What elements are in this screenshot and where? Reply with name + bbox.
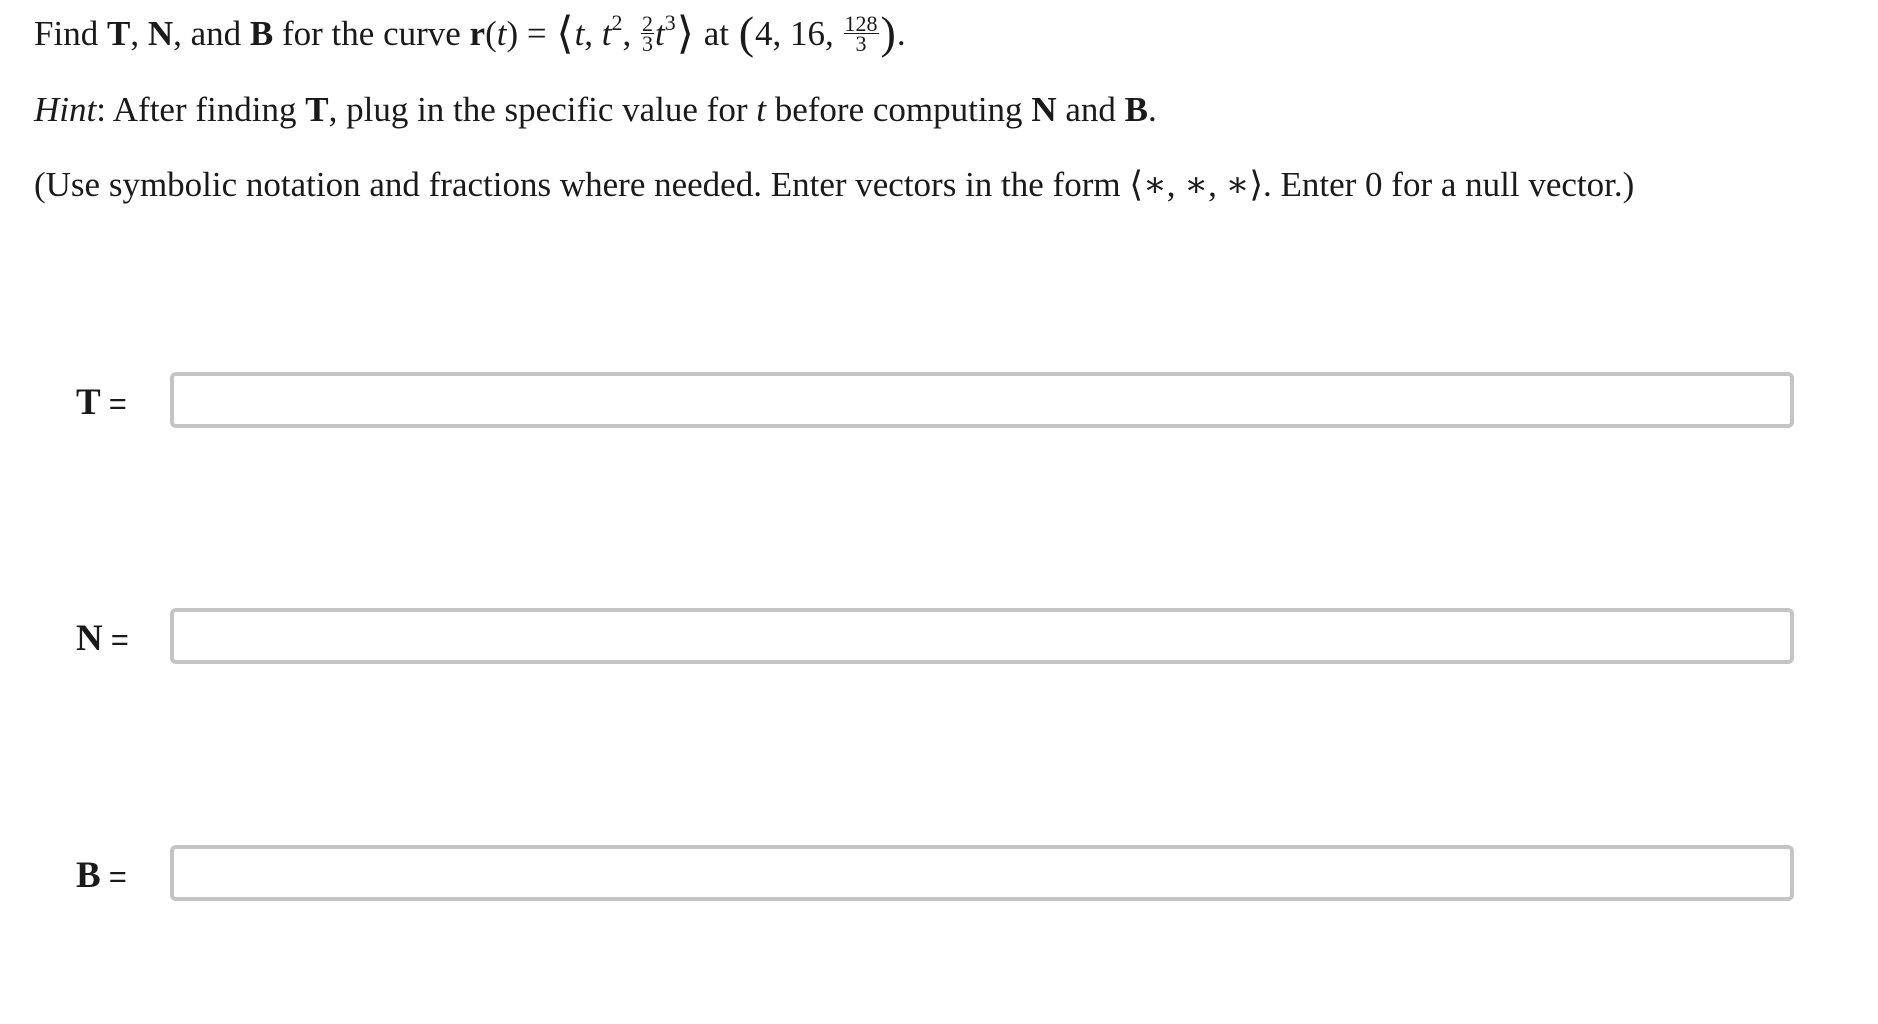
- t-symbol: T: [305, 90, 329, 129]
- t-symbol: T: [106, 14, 131, 53]
- point-xy: 4, 16,: [755, 14, 843, 53]
- b-symbol: B: [249, 14, 274, 53]
- n-answer-input[interactable]: [170, 608, 1794, 664]
- r-arg-close: ): [506, 14, 519, 53]
- hint-label: Hint: [34, 90, 97, 129]
- hint-part: : After finding: [96, 90, 306, 129]
- t-symbol: T: [76, 382, 101, 423]
- fraction-numerator: 128: [844, 11, 878, 37]
- t-answer-input[interactable]: [170, 372, 1794, 428]
- hint-part: before computing: [765, 90, 1032, 129]
- comma: ,: [622, 14, 641, 53]
- r-symbol: r: [469, 14, 486, 53]
- component-2-exponent: 2: [611, 10, 623, 35]
- component-2-base: t: [601, 14, 612, 53]
- period: .: [896, 14, 906, 53]
- n-symbol: N: [1031, 90, 1057, 129]
- answer-row-n: [0, 608, 1878, 670]
- component-1: t: [574, 14, 585, 53]
- equals-sign: =: [108, 386, 127, 421]
- answer-row-t: [0, 372, 1878, 434]
- comma: ,: [130, 14, 140, 53]
- instructions-text: (Use symbolic notation and fractions where needed. Enter vectors in the form ⟨∗, ∗, ∗⟩. Enter 0 for a null vector.): [34, 165, 1635, 204]
- and-word: , and: [173, 14, 242, 53]
- period: .: [1148, 90, 1157, 129]
- n-symbol: N: [147, 14, 174, 53]
- answer-label-b: [76, 855, 127, 898]
- fraction-numerator: 2: [642, 11, 654, 37]
- point-paren-close: ): [880, 7, 896, 58]
- at-word: at: [694, 14, 738, 53]
- b-symbol: B: [1124, 90, 1148, 129]
- equals-sign: =: [518, 14, 556, 53]
- t-variable: t: [496, 14, 507, 53]
- hint-part: , plug in the specific value for: [328, 90, 757, 129]
- fraction-denominator: 3: [642, 31, 654, 57]
- and-word: and: [1056, 90, 1125, 129]
- component-3-base: t: [655, 14, 665, 53]
- equals-sign: =: [108, 859, 127, 894]
- n-symbol: N: [76, 618, 103, 659]
- component-3-exponent: 3: [664, 10, 676, 35]
- hint-text: [34, 88, 1157, 132]
- r-arg-open: (: [485, 14, 497, 53]
- angle-bracket-close: ⟩: [676, 9, 694, 58]
- comma: ,: [584, 14, 602, 53]
- point-paren-open: (: [738, 7, 755, 58]
- fraction-128-thirds: [844, 11, 879, 57]
- answer-row-b: [0, 845, 1878, 907]
- answer-label-t: [76, 382, 127, 425]
- curve-text: for the curve: [282, 14, 461, 53]
- b-answer-input[interactable]: [170, 845, 1794, 901]
- question-text: [34, 7, 906, 58]
- t-variable: t: [756, 90, 766, 129]
- b-symbol: B: [76, 855, 101, 896]
- fraction-denominator: 3: [855, 31, 867, 57]
- angle-bracket-open: ⟨: [556, 9, 574, 58]
- equals-sign: =: [110, 622, 129, 657]
- answer-label-n: [76, 618, 129, 661]
- find-word: Find: [34, 14, 99, 53]
- fraction-two-thirds: [641, 11, 654, 57]
